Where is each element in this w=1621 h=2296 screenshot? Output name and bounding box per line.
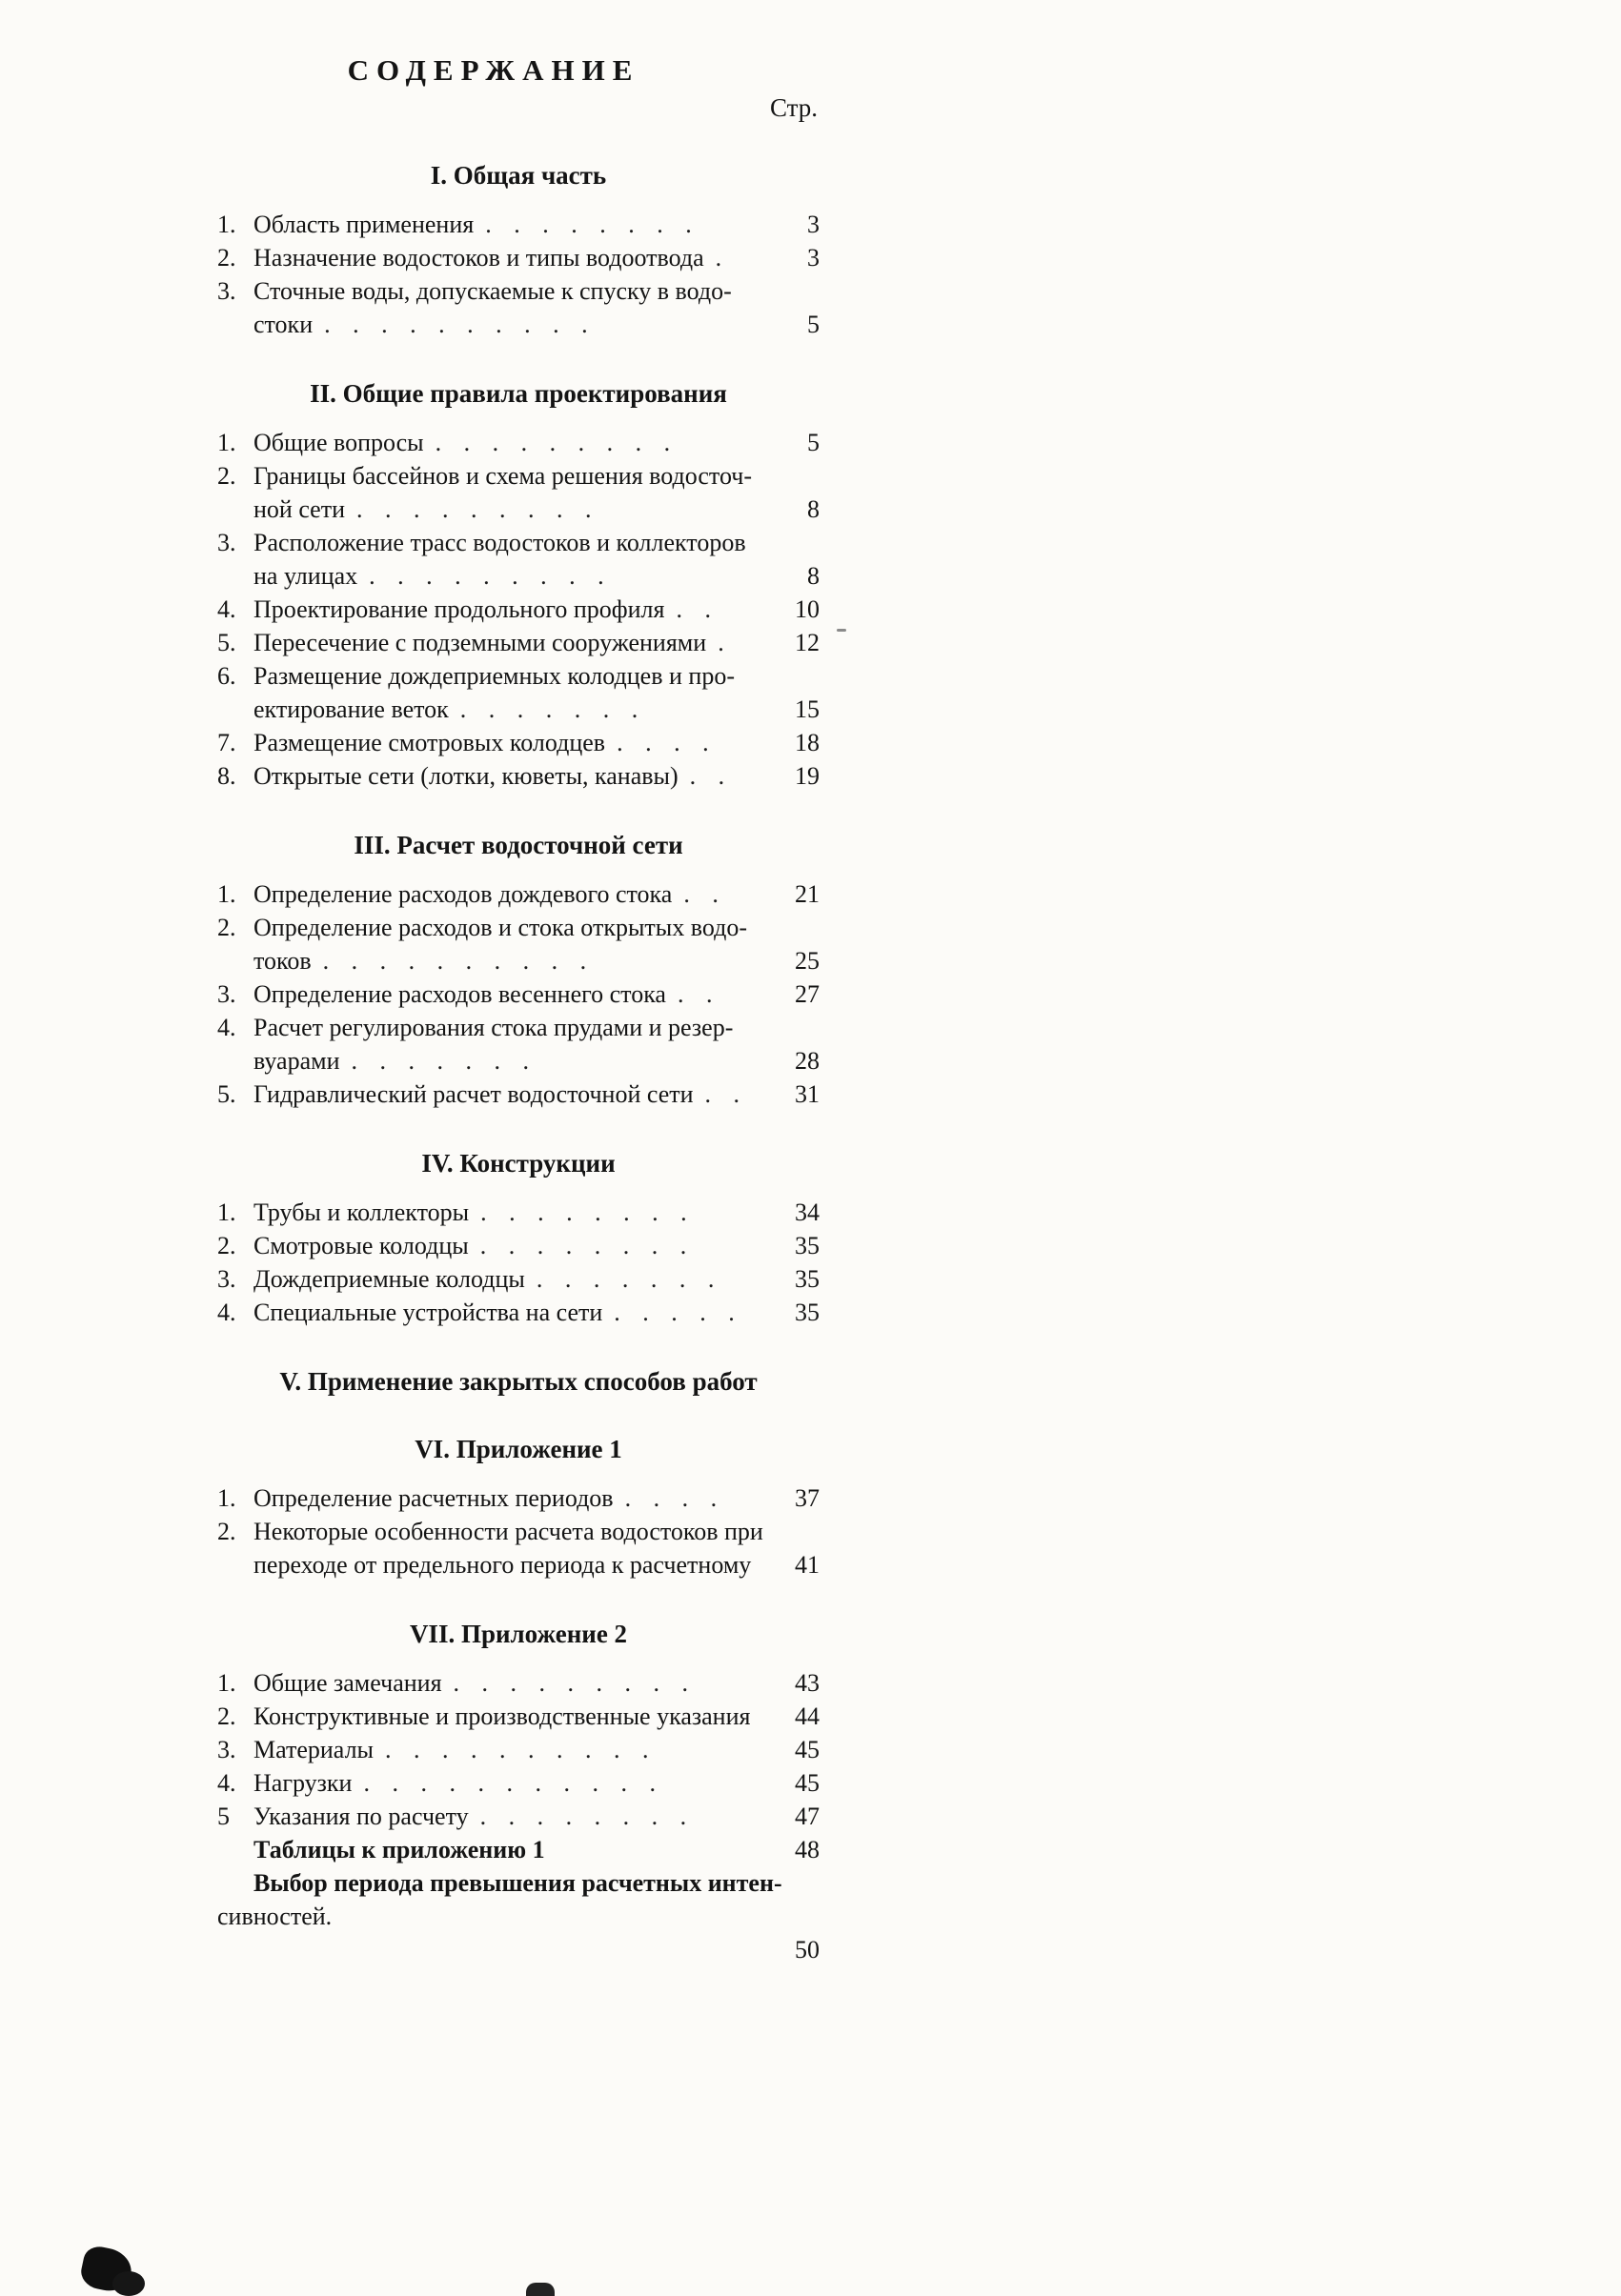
toc-entry-page-number: 8 [807,495,820,523]
toc-entry-text: сивностей. [217,1903,333,1930]
toc-entry-number: 5 [217,1803,230,1830]
dot-leader: . . . . . . . [459,695,639,723]
toc-entry-number: 1. [217,1669,236,1697]
toc-entry [217,659,820,726]
toc-entry [217,726,820,759]
toc-entry-text: ектирование веток [253,695,449,723]
toc-entry-text: Сточные воды, допускаемые к спуску в водо- [253,277,732,305]
section-heading: V. Применение закрытых способов работ [279,1367,758,1396]
toc-entry-text: Размещение дождеприемных колодцев и про- [253,662,735,690]
toc-entry-text: Таблицы к приложению 1 [253,1836,545,1863]
toc-entry-line [217,593,820,626]
toc-entry-number: 2. [217,1232,236,1259]
toc-entry-text: на улицах [253,562,358,590]
toc-entry-text: Некоторые особенности расчета водостоков при [253,1518,763,1545]
toc-entry [217,1800,820,1833]
toc-entry-text: Определение расходов дождевого стока [253,880,673,908]
toc-entry-text: Материалы [253,1736,375,1763]
toc-entry-number: 5. [217,629,236,656]
toc-entry [217,1229,820,1262]
section-heading: VII. Приложение 2 [409,1620,628,1648]
dot-leader: . . . . . . . . [480,1198,688,1226]
toc-section [217,831,820,1111]
toc-entry-line [217,1733,820,1766]
dot-leader: . . . . . . . . . . . [363,1769,657,1797]
dot-leader: . . . . [617,729,710,756]
toc-entry-page-number: 21 [795,880,820,908]
toc-entry-text: переходе от предельного периода к расчетному [253,1551,752,1579]
section-heading: IV. Конструкции [421,1149,616,1178]
toc-entry-page-number: 37 [795,1484,820,1512]
dot-leader: . . [683,880,719,908]
toc-entry-text: ной сети [253,495,346,523]
toc-entry-number: 4. [217,1299,236,1326]
toc-entry-text: Проектирование продольного профиля [253,595,665,623]
toc-entry [217,208,820,241]
toc-entry-text: Расчет регулирования стока прудами и резер- [253,1014,734,1041]
toc-entry-text: вуарами [253,1047,340,1075]
toc-entry-page-number: 43 [795,1669,820,1697]
toc-entry-number: 3. [217,980,236,1008]
toc-entry-text: Конструктивные и производственные указания [253,1702,751,1730]
dot-leader: . . . . . . . . . [369,562,605,590]
toc-entry-number: 4. [217,595,236,623]
toc-entry-text: Дождеприемные колодцы [253,1265,525,1293]
toc-entry-number: 6. [217,662,236,690]
toc-entry [217,593,820,626]
toc-entry [217,241,820,274]
toc-entry-page-number: 3 [807,244,820,272]
toc-entry-text: Определение расходов весеннего стока [253,980,666,1008]
toc-entry-continuation-line [217,1900,820,1933]
toc-entry-text: Определение расчетных периодов [253,1484,614,1512]
toc-entry-text: Открытые сети (лотки, кюветы, канавы) [253,762,679,790]
toc-entry-line [217,726,820,759]
section-heading: VI. Приложение 1 [415,1435,622,1463]
toc-entry-text: стоки [253,311,314,338]
toc-entry-page-number: 19 [795,762,820,790]
toc-entry [217,1515,820,1581]
toc-entry-number: 3. [217,277,236,305]
dot-leader: . . . . [624,1484,719,1512]
scan-artifact-bottom-mark [526,2283,555,2296]
toc-entry [217,759,820,793]
toc-entry-number: 3. [217,1736,236,1763]
toc-entry-line [217,1666,820,1700]
toc-entry-line [217,877,820,911]
toc-entry-line [217,1196,820,1229]
toc-entry-line [217,1866,820,1900]
toc-entry-line [217,659,820,693]
toc-entry-line [217,426,820,459]
table-of-contents [217,53,820,1966]
toc-entry-page-number: 47 [795,1803,820,1830]
toc-entry-line [217,208,820,241]
toc-entry-number: 3. [217,1265,236,1293]
toc-entry-line [217,274,820,308]
section-heading: III. Расчет водосточной сети [354,831,683,859]
dot-leader: . . . . . . . . [479,1232,688,1259]
toc-entry-number: 2. [217,1518,236,1545]
toc-entry [217,426,820,459]
toc-entry-page-number: 50 [795,1936,820,1964]
toc-entry-number: 1. [217,1484,236,1512]
toc-entry-text: Общие замечания [253,1669,442,1697]
toc-entry-line [217,977,820,1011]
toc-entry-line [217,911,820,944]
toc-entry [217,1700,820,1733]
toc-entry-text: Область применения [253,211,475,238]
dot-leader: . [715,244,723,272]
page-column-label: Стр. [769,93,818,122]
dot-leader: . . [676,595,712,623]
toc-entry-page-number: 27 [795,980,820,1008]
dot-leader: . . . . . . . . . . [322,947,588,975]
toc-entry-line [217,1229,820,1262]
toc-entry-text: Границы бассейнов и схема решения водосточ- [253,462,753,490]
toc-entry [217,459,820,526]
toc-entry-continuation-line [217,944,820,977]
dot-leader: . . . . . . . . . [435,429,672,456]
toc-section [217,1435,820,1581]
toc-entry [217,274,820,341]
toc-entry-line [217,1700,820,1733]
toc-entry-continuation-line [217,308,820,341]
toc-entry-line [217,1515,820,1548]
toc-entry-text: Трубы и коллекторы [253,1198,470,1226]
toc-entry-number: 1. [217,880,236,908]
dot-leader: . . . . . . . . . [453,1669,690,1697]
toc-entry-text: токов [253,947,312,975]
toc-entry-text: Размещение смотровых колодцев [253,729,606,756]
dot-leader: . . [677,980,714,1008]
toc-entry-line [217,1833,820,1866]
toc-entry [217,526,820,593]
scan-artifact-dash [837,629,846,632]
toc-entry-number: 1. [217,1198,236,1226]
toc-entry-page-number: 34 [795,1198,820,1226]
toc-entry-text: Смотровые колодцы [253,1232,469,1259]
toc-entry-line [217,1481,820,1515]
toc-entry [217,1196,820,1229]
toc-entry-continuation-line [217,493,820,526]
toc-entry-page-number: 15 [795,695,820,723]
toc-section [217,1367,820,1397]
toc-entry-page-number: 44 [795,1702,820,1730]
toc-section [217,1620,820,1964]
toc-entry-number: 2. [217,244,236,272]
toc-section [217,379,820,793]
toc-entry [217,1078,820,1111]
toc-entry-page-number: 25 [795,947,820,975]
dot-leader: . . [704,1080,741,1108]
toc-entry-page-number: 41 [795,1551,820,1579]
toc-entry-number: 2. [217,462,236,490]
toc-section [217,161,820,341]
toc-entry-text: Расположение трасс водостоков и коллекторов [253,529,746,556]
dot-leader: . . . . . [614,1299,736,1326]
toc-entry [217,1666,820,1700]
toc-entry-page-number: 28 [795,1047,820,1075]
dot-leader: . [718,629,725,656]
toc-entry [217,1011,820,1078]
toc-entry-page-number: 5 [807,429,820,456]
dot-leader: . . . . . . . . [479,1803,688,1830]
section-heading: II. Общие правила проектирования [310,379,727,408]
toc-entry [217,911,820,977]
toc-entry-text: Нагрузки [253,1769,353,1797]
toc-entry-text: Гидравлический расчет водосточной сети [253,1080,694,1108]
toc-entry-number: 7. [217,729,236,756]
toc-entry-page-number: 18 [795,729,820,756]
toc-entry-page-number: 10 [795,595,820,623]
dot-leader: . . . . . . . [351,1047,530,1075]
toc-entry-text: Специальные устройства на сети [253,1299,603,1326]
toc-entry-line [217,759,820,793]
toc-entry-continuation-line [217,1548,820,1581]
dot-leader: . . . . . . . . . [356,495,593,523]
toc-entry-line [217,1262,820,1296]
toc-entry-page-number: 35 [795,1265,820,1293]
toc-entry-text: Определение расходов и стока открытых водо- [253,914,747,941]
page-title: СОДЕРЖАНИЕ [347,53,640,87]
toc-entry [217,877,820,911]
toc-entry-page-number: 48 [795,1836,820,1863]
toc-entry-page-number: 31 [795,1080,820,1108]
toc-entry-line [217,1011,820,1044]
toc-entry-number: 4. [217,1769,236,1797]
toc-entry [217,1833,820,1866]
toc-entry-line [217,1800,820,1833]
toc-entry-page-number: 12 [795,629,820,656]
toc-entry-text: Общие вопросы [253,429,424,456]
section-heading: I. Общая часть [430,161,607,190]
dot-leader: . . . . . . . . [485,211,693,238]
toc-entry-number: 8. [217,762,236,790]
toc-entry-text: Выбор периода превышения расчетных интен- [253,1869,782,1897]
scan-artifact-ink-blot-2 [112,2271,145,2296]
toc-entry-page-number: 35 [795,1232,820,1259]
dot-leader: . . . . . . . . . . [385,1736,650,1763]
toc-entry-text: Назначение водостоков и типы водоотвода [253,244,704,272]
toc-entry-page-number: 45 [795,1769,820,1797]
dot-leader: . . . . . . . . . . [324,311,589,338]
toc-entry-line [217,1766,820,1800]
toc-entry-line [217,626,820,659]
toc-sections [217,161,820,1964]
toc-entry-line [217,1078,820,1111]
toc-entry-line [217,459,820,493]
toc-section [217,1149,820,1329]
toc-entry-page-number: 35 [795,1299,820,1326]
toc-entry [217,977,820,1011]
toc-entry-number: 5. [217,1080,236,1108]
toc-entry-number: 3. [217,529,236,556]
toc-entry-page-number: 5 [807,311,820,338]
toc-entry-number: 2. [217,914,236,941]
toc-entry-page-number: 3 [807,211,820,238]
toc-entry [217,1262,820,1296]
toc-entry [217,1766,820,1800]
dot-leader: . . [689,762,726,790]
toc-entry-line [217,241,820,274]
toc-entry-page-number: 8 [807,562,820,590]
toc-entry [217,1481,820,1515]
toc-entry-number: 1. [217,429,236,456]
toc-entry-continuation-line [217,559,820,593]
toc-entry-page-number: 45 [795,1736,820,1763]
toc-entry [217,1733,820,1766]
toc-entry-number: 4. [217,1014,236,1041]
toc-entry-number: 1. [217,211,236,238]
toc-entry-text: Указания по расчету [253,1803,469,1830]
toc-entry [217,1866,820,1964]
toc-entry-continuation-line [217,693,820,726]
toc-entry-text: Пересечение с подземными сооружениями [253,629,707,656]
toc-entry-line [217,526,820,559]
toc-entry-number: 2. [217,1702,236,1730]
dot-leader: . . . . . . . [536,1265,716,1293]
toc-entry-continuation-line [217,1044,820,1078]
toc-entry [217,626,820,659]
toc-entry-line [217,1296,820,1329]
toc-entry [217,1296,820,1329]
